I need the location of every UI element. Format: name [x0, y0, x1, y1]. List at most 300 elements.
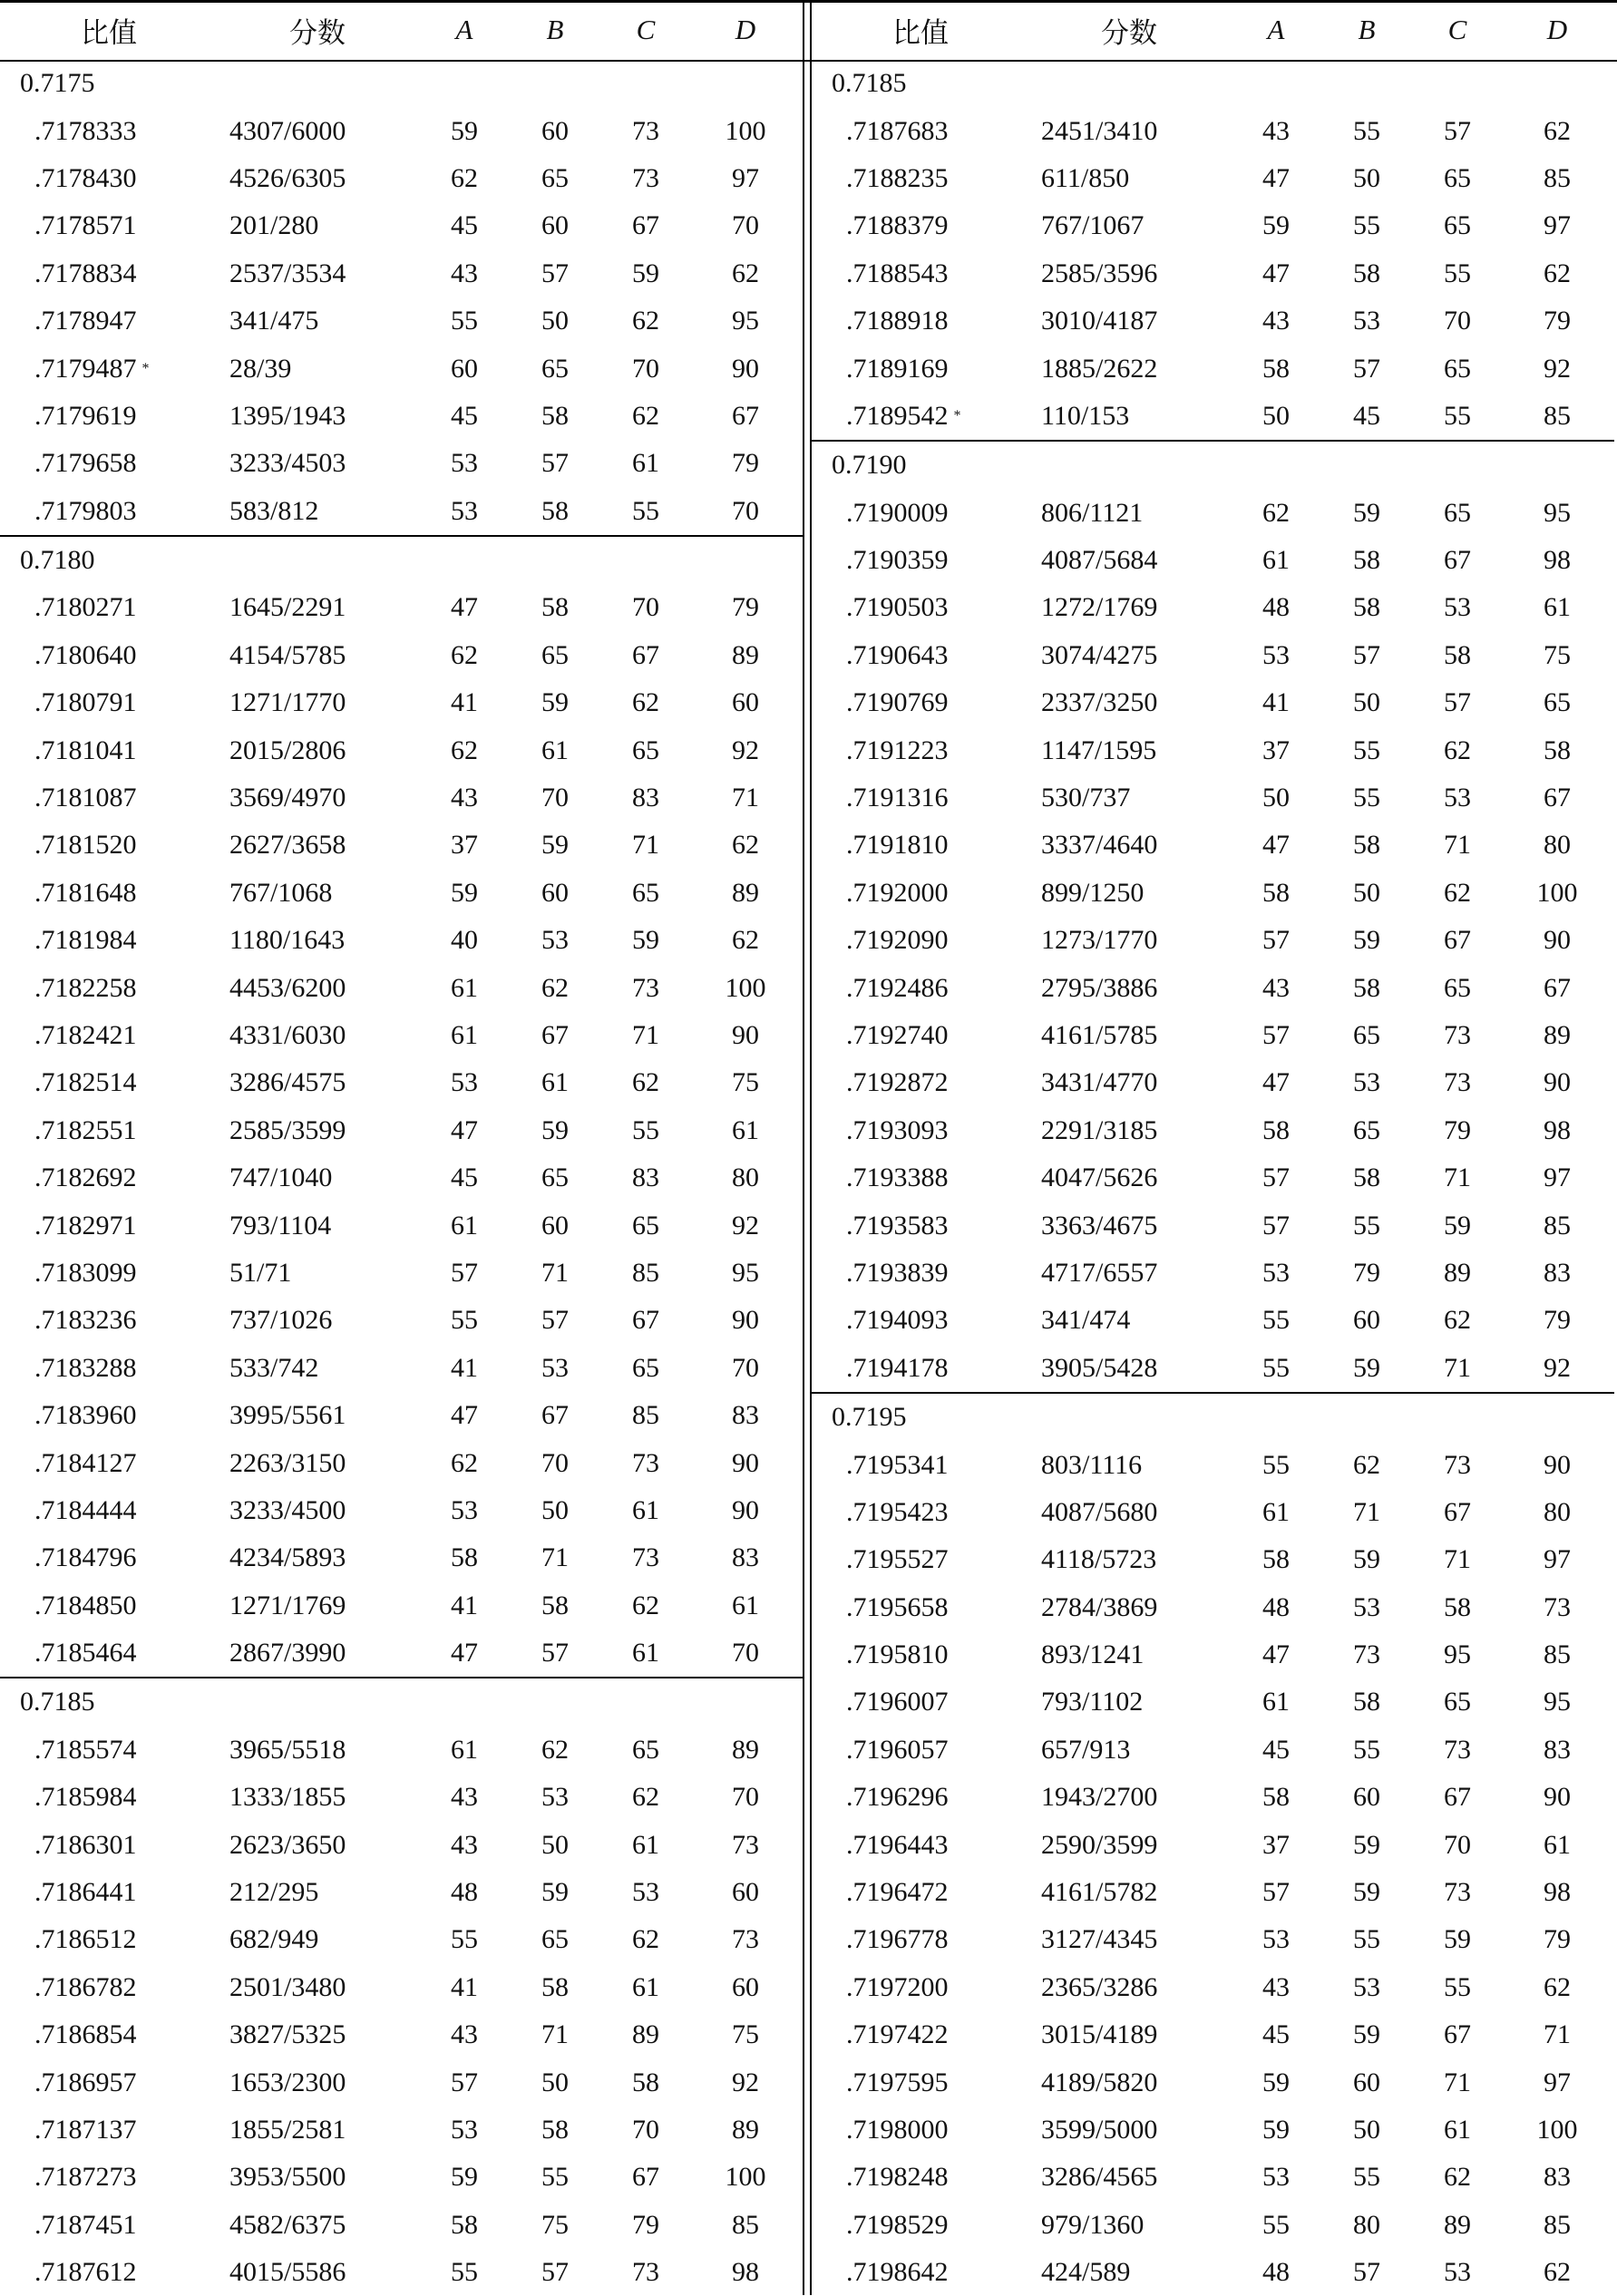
a-cell: 55	[1262, 2209, 1290, 2240]
col-c-header: C	[636, 14, 656, 45]
ratio-cell: .7187612	[34, 2257, 137, 2288]
c-cell: 59	[632, 925, 659, 956]
table-row	[812, 870, 1614, 917]
a-cell: 57	[1262, 925, 1290, 956]
b-cell: 57	[541, 448, 569, 479]
c-cell: 70	[1444, 1829, 1471, 1860]
ratio-cell: .7195341	[846, 1449, 949, 1480]
group-label: 0.7185	[20, 1687, 95, 1717]
a-cell: 45	[1262, 2019, 1290, 2050]
fraction-cell: 4087/5684	[1041, 545, 1158, 576]
table-row	[0, 1534, 803, 1581]
ratio-cell: .7187451	[34, 2209, 137, 2240]
d-cell: 98	[1544, 1877, 1571, 1908]
a-cell: 61	[451, 1210, 478, 1240]
a-cell: 59	[451, 877, 478, 908]
a-cell: 43	[1262, 972, 1290, 1003]
ratio-cell: .7192872	[846, 1067, 949, 1098]
c-cell: 61	[632, 1971, 659, 2002]
b-cell: 65	[1353, 1020, 1380, 1050]
b-cell: 60	[541, 210, 569, 241]
b-cell: 53	[541, 1782, 569, 1813]
ratio-cell: .7188379	[846, 210, 949, 241]
table-row	[812, 2202, 1614, 2249]
b-cell: 55	[1353, 210, 1380, 241]
ratio-cell: .7179487 *	[34, 353, 150, 384]
table-row	[812, 964, 1614, 1011]
ratio-cell: .7192740	[846, 1020, 949, 1050]
fraction-cell: 2451/3410	[1041, 115, 1158, 146]
fraction-cell: 28/39	[229, 353, 292, 384]
d-cell: 83	[1544, 1734, 1571, 1765]
d-cell: 60	[732, 1877, 759, 1908]
table-row	[812, 1821, 1614, 1868]
table-row	[812, 1202, 1614, 1249]
table-row	[812, 202, 1614, 249]
b-cell: 59	[1353, 497, 1380, 528]
table-row	[0, 726, 803, 773]
b-cell: 71	[541, 2019, 569, 2050]
fraction-cell: 2263/3150	[229, 1447, 346, 1478]
c-cell: 62	[1444, 2162, 1471, 2193]
fraction-cell: 803/1116	[1041, 1449, 1143, 1480]
d-cell: 92	[732, 735, 759, 765]
d-cell: 100	[725, 972, 766, 1003]
c-cell: 71	[1444, 830, 1471, 861]
a-cell: 47	[451, 1114, 478, 1145]
c-cell: 57	[1444, 687, 1471, 718]
c-cell: 61	[632, 1638, 659, 1668]
d-cell: 79	[732, 448, 759, 479]
b-cell: 57	[1353, 639, 1380, 670]
c-cell: 57	[1444, 115, 1471, 146]
d-cell: 98	[1544, 545, 1571, 576]
table-row	[0, 250, 803, 297]
table-row	[0, 1250, 803, 1297]
table-row	[0, 1392, 803, 1439]
ratio-cell: .7184444	[34, 1494, 137, 1525]
c-cell: 65	[632, 877, 659, 908]
ratio-cell: .7182551	[34, 1114, 137, 1145]
c-cell: 55	[632, 495, 659, 526]
b-cell: 58	[541, 495, 569, 526]
d-cell: 62	[732, 258, 759, 288]
ratio-header: 比值	[81, 16, 137, 50]
table-row	[812, 1059, 1614, 1106]
d-cell: 89	[732, 877, 759, 908]
b-cell: 70	[541, 1447, 569, 1478]
b-cell: 61	[541, 1067, 569, 1098]
a-cell: 53	[1262, 639, 1290, 670]
ratio-cell: .7194178	[846, 1352, 949, 1383]
fraction-cell: 2585/3596	[1041, 258, 1158, 288]
fraction-cell: 3905/5428	[1041, 1352, 1158, 1383]
fraction-cell: 1272/1769	[1041, 592, 1158, 623]
header-row	[812, 0, 1614, 60]
ratio-cell: .7181648	[34, 877, 137, 908]
d-cell: 70	[732, 495, 759, 526]
fraction-cell: 583/812	[229, 495, 319, 526]
c-cell: 62	[1444, 735, 1471, 765]
ratio-cell: .7182692	[34, 1163, 137, 1193]
d-cell: 100	[1536, 2114, 1578, 2145]
ratio-cell: .7179619	[34, 400, 137, 431]
table-row	[812, 726, 1614, 773]
a-cell: 59	[1262, 2067, 1290, 2097]
fraction-cell: 893/1241	[1041, 1639, 1145, 1670]
c-cell: 61	[632, 1829, 659, 1860]
d-cell: 80	[1544, 1496, 1571, 1527]
c-cell: 71	[1444, 1352, 1471, 1383]
b-cell: 70	[541, 783, 569, 813]
table-row	[812, 1345, 1614, 1394]
fraction-cell: 2585/3599	[229, 1114, 346, 1145]
fraction-cell: 3995/5561	[229, 1400, 346, 1431]
d-cell: 62	[1544, 115, 1571, 146]
b-cell: 75	[541, 2209, 569, 2240]
ratio-cell: .7185574	[34, 1734, 137, 1765]
c-cell: 73	[632, 972, 659, 1003]
b-cell: 45	[1353, 400, 1380, 431]
d-cell: 92	[1544, 353, 1571, 384]
table-row	[812, 297, 1614, 345]
c-cell: 65	[1444, 497, 1471, 528]
c-cell: 71	[632, 830, 659, 861]
table-row	[812, 2106, 1614, 2154]
col-a-header: A	[455, 14, 473, 45]
d-cell: 83	[1544, 1257, 1571, 1288]
ratio-cell: .7189542 *	[846, 400, 961, 431]
ratio-cell: .7195423	[846, 1496, 949, 1527]
b-cell: 80	[1353, 2209, 1380, 2240]
d-cell: 90	[732, 1020, 759, 1050]
c-cell: 85	[632, 1257, 659, 1288]
ratio-cell: .7191316	[846, 783, 949, 813]
d-cell: 90	[732, 1305, 759, 1336]
fraction-cell: 682/949	[229, 1924, 319, 1955]
fraction-cell: 2867/3990	[229, 1638, 346, 1668]
d-cell: 95	[1544, 1687, 1571, 1717]
table-row	[0, 822, 803, 869]
a-cell: 45	[451, 1163, 478, 1193]
ratio-cell: .7195658	[846, 1591, 949, 1622]
fraction-cell: 3286/4575	[229, 1067, 346, 1098]
fraction-cell: 2590/3599	[1041, 1829, 1158, 1860]
fraction-cell: 4331/6030	[229, 1020, 346, 1050]
d-cell: 61	[732, 1590, 759, 1620]
d-cell: 73	[1544, 1591, 1571, 1622]
b-cell: 60	[1353, 1305, 1380, 1336]
fraction-cell: 2795/3886	[1041, 972, 1158, 1003]
c-cell: 67	[1444, 1496, 1471, 1527]
a-cell: 47	[1262, 258, 1290, 288]
fraction-cell: 3363/4675	[1041, 1210, 1158, 1240]
ratio-cell: .7183099	[34, 1257, 137, 1288]
c-cell: 70	[632, 592, 659, 623]
c-cell: 59	[632, 258, 659, 288]
ratio-cell: .7196057	[846, 1734, 949, 1765]
ratio-cell: .7192000	[846, 877, 949, 908]
c-cell: 73	[1444, 1734, 1471, 1765]
fraction-cell: 2627/3658	[229, 830, 346, 861]
d-cell: 100	[1536, 877, 1578, 908]
d-cell: 90	[1544, 1782, 1571, 1813]
table-row	[0, 440, 803, 487]
a-cell: 55	[1262, 1449, 1290, 1480]
ratio-cell: .7188543	[846, 258, 949, 288]
b-cell: 71	[1353, 1496, 1380, 1527]
c-cell: 67	[632, 1305, 659, 1336]
a-cell: 57	[1262, 1163, 1290, 1193]
a-cell: 57	[451, 1257, 478, 1288]
table-row	[812, 250, 1614, 297]
c-cell: 62	[632, 306, 659, 336]
a-cell: 53	[1262, 1924, 1290, 1955]
ratio-cell: .7180791	[34, 687, 137, 718]
ratio-cell: .7186957	[34, 2067, 137, 2097]
a-cell: 59	[1262, 2114, 1290, 2145]
ratio-cell: .7197595	[846, 2067, 949, 2097]
d-cell: 62	[732, 830, 759, 861]
ratio-cell: .7196778	[846, 1924, 949, 1955]
d-cell: 75	[732, 1067, 759, 1098]
fraction-cell: 1180/1643	[229, 925, 346, 956]
ratio-cell: .7190009	[846, 497, 949, 528]
ratio-cell: .7181984	[34, 925, 137, 956]
a-cell: 50	[1262, 783, 1290, 813]
ratio-cell: .7190359	[846, 545, 949, 576]
d-cell: 97	[1544, 2067, 1571, 2097]
table-row	[0, 202, 803, 249]
ratio-cell: .7186512	[34, 1924, 137, 1955]
b-cell: 60	[1353, 2067, 1380, 2097]
table-row	[812, 632, 1614, 679]
a-cell: 61	[1262, 1687, 1290, 1717]
b-cell: 55	[1353, 1734, 1380, 1765]
b-cell: 59	[1353, 1544, 1380, 1575]
ratio-cell: .7195810	[846, 1639, 949, 1670]
a-cell: 41	[451, 1590, 478, 1620]
ratio-cell: .7197422	[846, 2019, 949, 2050]
c-cell: 73	[1444, 1067, 1471, 1098]
c-cell: 62	[1444, 1305, 1471, 1336]
c-cell: 73	[1444, 1020, 1471, 1050]
table-row	[0, 1012, 803, 1059]
ratio-cell: .7185984	[34, 1782, 137, 1813]
b-cell: 58	[1353, 1163, 1380, 1193]
b-cell: 58	[1353, 972, 1380, 1003]
table-row	[812, 2249, 1614, 2296]
table-row	[812, 107, 1614, 154]
fraction-cell: 3953/5500	[229, 2162, 346, 2193]
fraction-cell: 3127/4345	[1041, 1924, 1158, 1955]
b-cell: 57	[1353, 2257, 1380, 2288]
c-cell: 62	[632, 1590, 659, 1620]
group-heading	[0, 60, 803, 107]
a-cell: 45	[451, 400, 478, 431]
ratio-cell: .7190503	[846, 592, 949, 623]
table-row	[0, 679, 803, 726]
table-row	[812, 1297, 1614, 1344]
ratio-cell: .7198529	[846, 2209, 949, 2240]
fraction-cell: 899/1250	[1041, 877, 1145, 908]
b-cell: 65	[541, 162, 569, 193]
fraction-header: 分数	[1101, 16, 1157, 50]
d-cell: 61	[1544, 592, 1571, 623]
b-cell: 57	[541, 2257, 569, 2288]
a-cell: 48	[1262, 1591, 1290, 1622]
table-row	[0, 2058, 803, 2106]
table-row	[0, 1916, 803, 1963]
fraction-cell: 424/589	[1041, 2257, 1131, 2288]
b-cell: 53	[1353, 1591, 1380, 1622]
table-row	[0, 155, 803, 202]
fraction-cell: 793/1102	[1041, 1687, 1144, 1717]
table-row	[0, 1964, 803, 2011]
table-row	[0, 2106, 803, 2154]
ratio-cell: .7178333	[34, 115, 137, 146]
b-cell: 58	[541, 1971, 569, 2002]
table-row	[812, 2154, 1614, 2201]
ratio-cell: .7197200	[846, 1971, 949, 2002]
b-cell: 59	[1353, 1877, 1380, 1908]
a-cell: 41	[451, 1352, 478, 1383]
a-cell: 57	[1262, 1210, 1290, 1240]
table-row	[812, 537, 1614, 584]
c-cell: 62	[632, 1782, 659, 1813]
col-d-header: D	[1546, 14, 1568, 45]
a-cell: 53	[1262, 1257, 1290, 1288]
d-cell: 71	[1544, 2019, 1571, 2050]
ratio-cell: .7193583	[846, 1210, 949, 1240]
ratio-cell: .7181087	[34, 783, 137, 813]
a-cell: 59	[451, 115, 478, 146]
d-cell: 98	[732, 2257, 759, 2288]
b-cell: 62	[541, 1734, 569, 1765]
d-cell: 90	[1544, 1449, 1571, 1480]
col-c-header: C	[1447, 14, 1467, 45]
a-cell: 59	[1262, 210, 1290, 241]
d-cell: 97	[1544, 210, 1571, 241]
a-cell: 55	[1262, 1305, 1290, 1336]
fraction-cell: 657/913	[1041, 1734, 1131, 1765]
fraction-cell: 4453/6200	[229, 972, 346, 1003]
ratio-cell: .7183236	[34, 1305, 137, 1336]
d-cell: 92	[732, 1210, 759, 1240]
table-row	[812, 1964, 1614, 2011]
fraction-cell: 1147/1595	[1041, 735, 1157, 765]
c-cell: 83	[632, 1163, 659, 1193]
fraction-cell: 2365/3286	[1041, 1971, 1158, 2002]
d-cell: 70	[732, 1782, 759, 1813]
c-cell: 67	[1444, 545, 1471, 576]
a-cell: 45	[451, 210, 478, 241]
a-cell: 57	[451, 2067, 478, 2097]
a-cell: 47	[1262, 830, 1290, 861]
ratio-cell: .7194093	[846, 1305, 949, 1336]
a-cell: 58	[451, 1542, 478, 1573]
c-cell: 89	[1444, 2209, 1471, 2240]
fraction-cell: 4582/6375	[229, 2209, 346, 2240]
fraction-cell: 4161/5782	[1041, 1877, 1158, 1908]
c-cell: 73	[632, 1542, 659, 1573]
c-cell: 67	[632, 2162, 659, 2193]
a-cell: 57	[1262, 1877, 1290, 1908]
d-cell: 83	[732, 1542, 759, 1573]
group-heading	[0, 537, 803, 584]
table-row	[812, 1441, 1614, 1488]
b-cell: 58	[1353, 1687, 1380, 1717]
table-row	[0, 2154, 803, 2201]
b-cell: 60	[1353, 1782, 1380, 1813]
fraction-cell: 51/71	[229, 1257, 292, 1288]
d-cell: 90	[732, 1447, 759, 1478]
c-cell: 95	[1444, 1639, 1471, 1670]
d-cell: 80	[1544, 830, 1571, 861]
d-cell: 92	[1544, 1352, 1571, 1383]
c-cell: 58	[1444, 639, 1471, 670]
ratio-header: 比值	[892, 16, 949, 50]
a-cell: 37	[1262, 735, 1290, 765]
b-cell: 65	[541, 1924, 569, 1955]
table-row	[0, 584, 803, 631]
table-row	[0, 1107, 803, 1154]
col-d-header: D	[735, 14, 756, 45]
a-cell: 37	[1262, 1829, 1290, 1860]
ratio-cell: .7191810	[846, 830, 949, 861]
table-row	[0, 1297, 803, 1344]
c-cell: 58	[632, 2067, 659, 2097]
b-cell: 65	[541, 353, 569, 384]
b-cell: 71	[541, 1257, 569, 1288]
fraction-cell: 4189/5820	[1041, 2067, 1158, 2097]
a-cell: 41	[451, 1971, 478, 2002]
d-cell: 70	[732, 1638, 759, 1668]
a-cell: 50	[1262, 400, 1290, 431]
ratio-cell: .7187137	[34, 2114, 137, 2145]
d-cell: 60	[732, 687, 759, 718]
d-cell: 95	[1544, 497, 1571, 528]
table-row	[0, 2249, 803, 2296]
a-cell: 47	[1262, 1639, 1290, 1670]
d-cell: 73	[732, 1924, 759, 1955]
table-row	[812, 917, 1614, 964]
ratio-cell: .7198248	[846, 2162, 949, 2193]
c-cell: 67	[1444, 1782, 1471, 1813]
b-cell: 59	[1353, 1352, 1380, 1383]
d-cell: 79	[1544, 306, 1571, 336]
group-label: 0.7180	[20, 545, 95, 576]
c-cell: 71	[632, 1020, 659, 1050]
b-cell: 57	[541, 258, 569, 288]
a-cell: 58	[1262, 877, 1290, 908]
fraction-cell: 4234/5893	[229, 1542, 346, 1573]
table-row	[812, 1154, 1614, 1202]
fraction-cell: 806/1121	[1041, 497, 1144, 528]
b-cell: 58	[1353, 258, 1380, 288]
fraction-cell: 1885/2622	[1041, 353, 1158, 384]
c-cell: 67	[632, 639, 659, 670]
c-cell: 53	[1444, 783, 1471, 813]
c-cell: 85	[632, 1400, 659, 1431]
a-cell: 43	[451, 258, 478, 288]
table-row	[812, 1584, 1614, 1631]
table-row	[812, 1012, 1614, 1059]
c-cell: 73	[632, 115, 659, 146]
a-cell: 53	[451, 1067, 478, 1098]
c-cell: 73	[632, 1447, 659, 1478]
d-cell: 73	[732, 1829, 759, 1860]
